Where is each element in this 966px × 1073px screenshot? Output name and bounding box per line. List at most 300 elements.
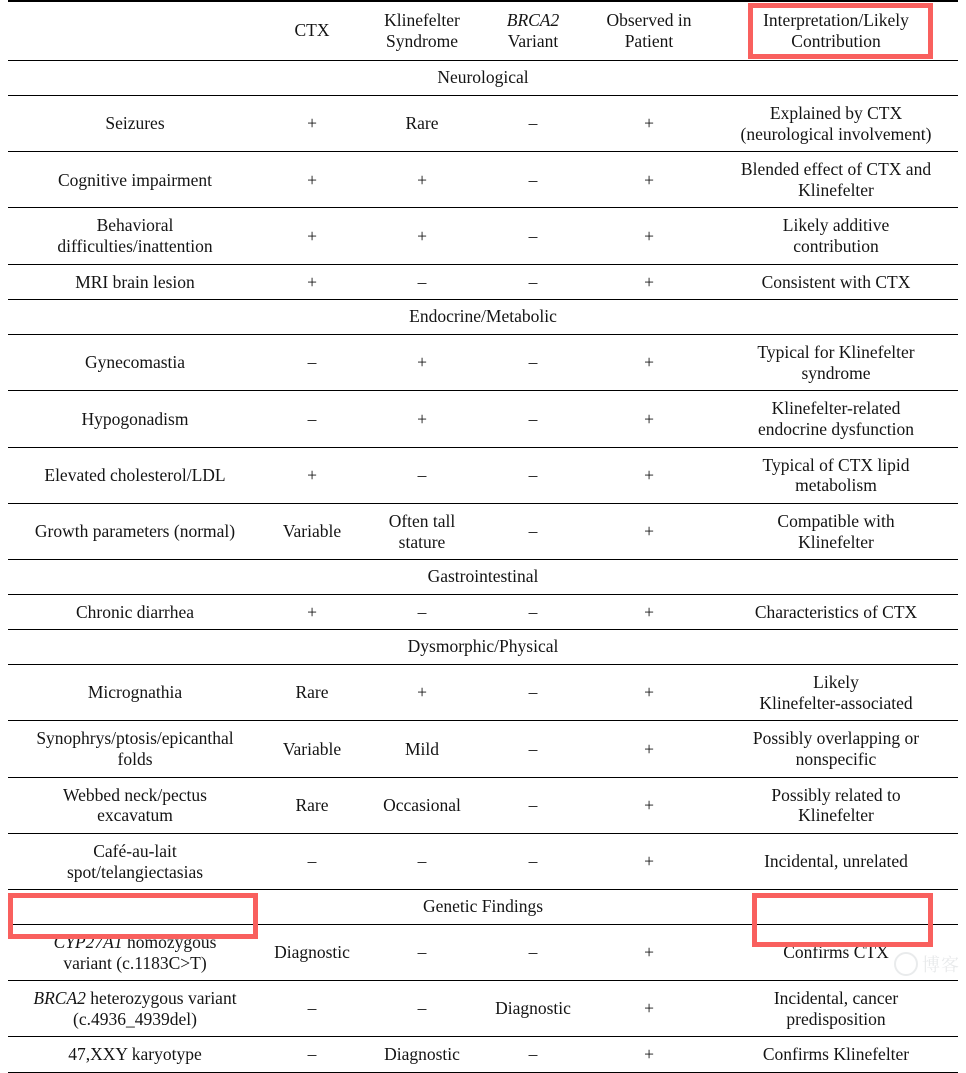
cell-interpretation-line-1: Incidental, cancer (718, 988, 954, 1009)
section-header-row (8, 300, 958, 334)
cell-interpretation-text (714, 665, 958, 720)
cell-klinefelter-line-1: + (366, 226, 478, 247)
cell-interpretation-line-2: Klinefelter (718, 532, 954, 553)
header-observed-in-patient-text (584, 2, 714, 60)
cell-interpretation-line-1: Confirms Klinefelter (718, 1044, 954, 1065)
cell-brca2-text (482, 732, 584, 767)
cell-klinefelter-text (362, 219, 482, 254)
cell-brca2 (482, 96, 584, 152)
cell-brca2-line-1: – (486, 739, 580, 760)
cell-interpretation (714, 208, 958, 264)
cell-ctx-text (262, 106, 362, 141)
header-klinefelter-syndrome-line-2: Syndrome (366, 31, 478, 52)
cell-observed-text (584, 595, 714, 630)
header-feature-text (8, 23, 262, 40)
cell-observed-line-1: + (588, 521, 710, 542)
cell-interpretation-line-1: Explained by CTX (718, 103, 954, 124)
cell-ctx-line-1: + (266, 226, 358, 247)
cell-brca2-line-1: Diagnostic (486, 998, 580, 1019)
cell-observed-text (584, 219, 714, 254)
cell-feature-line-1: MRI brain lesion (12, 272, 258, 293)
section-title-cell (8, 890, 958, 924)
cell-interpretation (714, 1037, 958, 1072)
cell-brca2-line-1: – (486, 795, 580, 816)
table-row (8, 391, 958, 447)
table-row (8, 208, 958, 264)
section-title: Genetic Findings (8, 890, 958, 924)
cell-feature-text (8, 402, 262, 437)
cell-interpretation-text (714, 981, 958, 1036)
cell-feature-line-1: Cognitive impairment (12, 170, 258, 191)
cell-klinefelter-text (362, 732, 482, 767)
cell-observed (584, 721, 714, 777)
cell-ctx-line-1: Variable (266, 739, 358, 760)
cell-feature-line-1: Chronic diarrhea (12, 602, 258, 623)
cell-observed-line-1: + (588, 465, 710, 486)
section-title: Neurological (8, 61, 958, 95)
section-title: Dysmorphic/Physical (8, 630, 958, 664)
cell-brca2 (482, 665, 584, 721)
table-row (8, 778, 958, 834)
cell-klinefelter (362, 208, 482, 264)
cell-feature-line-2: folds (12, 749, 258, 770)
cell-feature-line-1: Café-au-lait (12, 841, 258, 862)
cell-brca2-text (482, 219, 584, 254)
cell-feature-line-2: difficulties/inattention (12, 236, 258, 257)
cell-ctx-text (262, 265, 362, 300)
cell-observed-line-1: + (588, 272, 710, 293)
table-row (8, 834, 958, 890)
cell-ctx-line-1: – (266, 352, 358, 373)
cell-observed-text (584, 844, 714, 879)
cell-interpretation-text (714, 208, 958, 263)
cell-observed-text (584, 514, 714, 549)
cell-ctx-text (262, 991, 362, 1026)
cell-klinefelter-line-1: – (366, 602, 478, 623)
table-row (8, 1037, 958, 1072)
cell-klinefelter (362, 981, 482, 1037)
cell-feature (8, 208, 262, 264)
section-title-cell (8, 630, 958, 664)
cell-brca2 (482, 721, 584, 777)
cell-interpretation-text (714, 265, 958, 300)
cell-brca2-text (482, 1037, 584, 1072)
cell-brca2-text (482, 844, 584, 879)
cell-brca2-text (482, 595, 584, 630)
cell-ctx (262, 1037, 362, 1072)
cell-feature-text (8, 163, 262, 198)
cell-feature-line-1: Elevated cholesterol/LDL (12, 465, 258, 486)
cell-klinefelter-line-1: – (366, 942, 478, 963)
cell-brca2 (482, 925, 584, 981)
cell-interpretation-text (714, 1037, 958, 1072)
cell-feature-text (8, 208, 262, 263)
header-interpretation-likely-contribution (714, 2, 958, 61)
cell-klinefelter-text (362, 458, 482, 493)
cell-feature-text (8, 514, 262, 549)
section-title: Endocrine/Metabolic (8, 300, 958, 334)
cell-ctx-line-1: Rare (266, 682, 358, 703)
cell-klinefelter-text (362, 1037, 482, 1072)
cell-interpretation-line-2: Klinefelter (718, 805, 954, 826)
cell-observed-line-1: + (588, 851, 710, 872)
cell-observed-line-1: + (588, 113, 710, 134)
cell-feature (8, 1037, 262, 1072)
cell-feature-line-1: Hypogonadism (12, 409, 258, 430)
section-header-row (8, 560, 958, 594)
cell-observed (584, 504, 714, 560)
cell-interpretation-line-2: metabolism (718, 475, 954, 496)
cell-brca2-line-1: – (486, 113, 580, 134)
cell-observed-line-1: + (588, 602, 710, 623)
cell-ctx-text (262, 935, 362, 970)
table-row (8, 721, 958, 777)
table-row (8, 335, 958, 391)
cell-feature (8, 335, 262, 391)
cell-klinefelter-text (362, 595, 482, 630)
gene-symbol: BRCA2 (33, 988, 86, 1008)
cell-klinefelter-line-1: – (366, 998, 478, 1019)
cell-observed (584, 265, 714, 300)
cell-ctx-line-1: + (266, 465, 358, 486)
header-klinefelter-syndrome-line-1: Klinefelter (366, 10, 478, 31)
cell-ctx (262, 595, 362, 630)
cell-klinefelter-text (362, 504, 482, 559)
table-row (8, 595, 958, 630)
table-row (8, 981, 958, 1037)
cell-interpretation-line-1: Confirms CTX (718, 942, 954, 963)
cell-observed (584, 778, 714, 834)
cell-feature-text (8, 925, 262, 980)
cell-klinefelter-line-1: Occasional (366, 795, 478, 816)
cell-observed-line-1: + (588, 795, 710, 816)
cell-interpretation (714, 665, 958, 721)
cell-klinefelter-text (362, 788, 482, 823)
cell-brca2 (482, 504, 584, 560)
cell-observed-text (584, 788, 714, 823)
cell-observed-text (584, 1037, 714, 1072)
header-ctx (262, 2, 362, 61)
cell-observed (584, 981, 714, 1037)
cell-interpretation-line-2: predisposition (718, 1009, 954, 1030)
cell-klinefelter (362, 448, 482, 504)
cell-brca2-line-1: – (486, 521, 580, 542)
cell-feature-line-2: spot/telangiectasias (12, 862, 258, 883)
cell-klinefelter-line-1: + (366, 409, 478, 430)
cell-feature-line-1: 47,XXY karyotype (12, 1044, 258, 1065)
cell-ctx (262, 335, 362, 391)
cell-brca2 (482, 981, 584, 1037)
cell-ctx-line-1: – (266, 998, 358, 1019)
cell-interpretation-text (714, 96, 958, 151)
cell-feature (8, 96, 262, 152)
section-title-cell (8, 61, 958, 95)
cell-interpretation-line-2: nonspecific (718, 749, 954, 770)
cell-interpretation (714, 778, 958, 834)
cell-ctx-line-1: + (266, 170, 358, 191)
cell-ctx-text (262, 163, 362, 198)
cell-feature (8, 925, 262, 981)
cell-klinefelter (362, 335, 482, 391)
cell-feature-text (8, 265, 262, 300)
cell-klinefelter-line-1: + (366, 682, 478, 703)
cell-interpretation-line-2: (neurological involvement) (718, 124, 954, 145)
cell-interpretation (714, 925, 958, 981)
cell-observed-line-1: + (588, 739, 710, 760)
cell-observed-text (584, 402, 714, 437)
cell-feature (8, 265, 262, 300)
cell-observed-line-1: + (588, 942, 710, 963)
cell-brca2-line-1: – (486, 602, 580, 623)
comparison-table-container (8, 0, 958, 1073)
header-brca2-variant-line-2: Variant (486, 31, 580, 52)
cell-ctx (262, 208, 362, 264)
cell-ctx-text (262, 788, 362, 823)
cell-feature-line-1: Gynecomastia (12, 352, 258, 373)
cell-interpretation-line-1: Incidental, unrelated (718, 851, 954, 872)
cell-klinefelter-line-1: – (366, 851, 478, 872)
cell-observed-text (584, 675, 714, 710)
cell-interpretation-text (714, 721, 958, 776)
cell-feature (8, 665, 262, 721)
cell-brca2-text (482, 458, 584, 493)
header-klinefelter-syndrome-text (362, 2, 482, 60)
cell-klinefelter-line-1: Rare (366, 113, 478, 134)
cell-feature (8, 504, 262, 560)
cell-brca2-line-1: – (486, 1044, 580, 1065)
cell-brca2-text (482, 106, 584, 141)
cell-interpretation (714, 265, 958, 300)
cell-observed-line-1: + (588, 170, 710, 191)
cell-klinefelter (362, 504, 482, 560)
cell-observed-line-1: + (588, 409, 710, 430)
header-interpretation-likely-contribution-text (714, 2, 958, 60)
header-ctx-line-1: CTX (266, 20, 358, 41)
cell-observed (584, 925, 714, 981)
header-klinefelter-syndrome (362, 2, 482, 61)
cell-brca2-line-1: – (486, 352, 580, 373)
cell-brca2-text (482, 675, 584, 710)
cell-brca2 (482, 208, 584, 264)
cell-klinefelter-line-1: – (366, 465, 478, 486)
table-row (8, 665, 958, 721)
cell-feature-line-1: BRCA2 heterozygous variant (12, 988, 258, 1009)
cell-brca2 (482, 152, 584, 208)
cell-feature-text (8, 981, 262, 1036)
cell-ctx (262, 834, 362, 890)
cell-ctx (262, 504, 362, 560)
cell-observed-line-1: + (588, 682, 710, 703)
section-title-cell (8, 300, 958, 334)
cell-klinefelter-line-1: Mild (366, 739, 478, 760)
cell-observed (584, 1037, 714, 1072)
section-header-row (8, 630, 958, 664)
header-interpretation-likely-contribution-line-2: Contribution (718, 31, 954, 52)
cell-interpretation (714, 595, 958, 630)
cell-interpretation (714, 96, 958, 152)
cell-ctx-line-1: Diagnostic (266, 942, 358, 963)
cell-observed-text (584, 265, 714, 300)
cell-brca2-line-1: – (486, 170, 580, 191)
cell-ctx (262, 448, 362, 504)
cell-interpretation (714, 721, 958, 777)
cell-interpretation (714, 504, 958, 560)
cell-brca2-text (482, 265, 584, 300)
cell-klinefelter-text (362, 106, 482, 141)
cell-ctx-line-1: + (266, 602, 358, 623)
cell-brca2 (482, 335, 584, 391)
cell-ctx-line-1: – (266, 1044, 358, 1065)
cell-feature-line-2: variant (c.1183C>T) (12, 953, 258, 974)
cell-interpretation (714, 448, 958, 504)
cell-brca2-text (482, 345, 584, 380)
cell-interpretation (714, 335, 958, 391)
cell-feature (8, 834, 262, 890)
cell-klinefelter (362, 96, 482, 152)
cell-brca2-text (482, 402, 584, 437)
cell-klinefelter-text (362, 991, 482, 1026)
cell-interpretation-line-1: Likely (718, 672, 954, 693)
cell-klinefelter-line-1: + (366, 352, 478, 373)
cell-ctx (262, 265, 362, 300)
cell-feature-line-2: (c.4936_4939del) (12, 1009, 258, 1030)
cell-ctx-text (262, 675, 362, 710)
cell-observed-line-1: + (588, 1044, 710, 1065)
cell-feature-text (8, 106, 262, 141)
cell-observed (584, 96, 714, 152)
cell-feature (8, 981, 262, 1037)
cell-ctx-line-1: Rare (266, 795, 358, 816)
cell-brca2-text (482, 991, 584, 1026)
header-observed-in-patient-line-1: Observed in (588, 10, 710, 31)
cell-observed (584, 448, 714, 504)
cell-klinefelter (362, 391, 482, 447)
cell-feature (8, 152, 262, 208)
cell-interpretation-text (714, 778, 958, 833)
cell-ctx (262, 925, 362, 981)
table-row (8, 265, 958, 300)
cell-klinefelter-text (362, 345, 482, 380)
cell-ctx (262, 152, 362, 208)
section-title-cell (8, 560, 958, 594)
cell-feature-line-1: Webbed neck/pectus (12, 785, 258, 806)
cell-interpretation-line-1: Likely additive (718, 215, 954, 236)
cell-observed-text (584, 345, 714, 380)
cell-feature-line-2: excavatum (12, 805, 258, 826)
cell-brca2 (482, 1037, 584, 1072)
cell-brca2-line-1: – (486, 409, 580, 430)
cell-observed (584, 208, 714, 264)
cell-klinefelter-text (362, 265, 482, 300)
cell-observed-line-1: + (588, 352, 710, 373)
cell-observed (584, 152, 714, 208)
cell-interpretation-text (714, 504, 958, 559)
cell-interpretation-text (714, 448, 958, 503)
cell-klinefelter-line-1: – (366, 272, 478, 293)
cell-feature-text (8, 345, 262, 380)
cell-ctx-line-1: + (266, 272, 358, 293)
cell-klinefelter-text (362, 844, 482, 879)
cell-feature-line-1: Micrognathia (12, 682, 258, 703)
cell-observed-line-1: + (588, 998, 710, 1019)
cell-klinefelter-line-1: Diagnostic (366, 1044, 478, 1065)
cell-feature-text (8, 778, 262, 833)
cell-brca2-text (482, 935, 584, 970)
cell-klinefelter (362, 152, 482, 208)
watermark-text: 博客 (922, 951, 960, 977)
cell-observed-text (584, 458, 714, 493)
cell-interpretation-line-2: syndrome (718, 363, 954, 384)
header-feature (8, 2, 262, 61)
cell-ctx (262, 778, 362, 834)
cell-feature-text (8, 458, 262, 493)
cell-ctx-line-1: + (266, 113, 358, 134)
cell-interpretation-text (714, 844, 958, 879)
table-row (8, 448, 958, 504)
cell-ctx (262, 96, 362, 152)
clinical-feature-comparison-table (8, 0, 958, 1073)
cell-brca2-text (482, 788, 584, 823)
cell-observed-text (584, 106, 714, 141)
cell-klinefelter-line-2: stature (366, 532, 478, 553)
cell-interpretation-line-1: Consistent with CTX (718, 272, 954, 293)
cell-brca2-line-1: – (486, 682, 580, 703)
table-row (8, 96, 958, 152)
cell-klinefelter (362, 1037, 482, 1072)
cell-brca2-text (482, 163, 584, 198)
cell-feature-text (8, 721, 262, 776)
cell-klinefelter-line-1: + (366, 170, 478, 191)
cell-interpretation-line-2: endocrine dysfunction (718, 419, 954, 440)
cell-brca2 (482, 391, 584, 447)
cell-brca2 (482, 595, 584, 630)
cell-feature-line-1: CYP27A1 homozygous (12, 932, 258, 953)
section-header-row (8, 890, 958, 924)
cell-interpretation-line-2: Klinefelter (718, 180, 954, 201)
cell-feature-line-1: Behavioral (12, 215, 258, 236)
cell-observed (584, 595, 714, 630)
cell-feature-text (8, 595, 262, 630)
gene-symbol: BRCA2 (507, 10, 560, 30)
cell-feature (8, 721, 262, 777)
cell-klinefelter-text (362, 402, 482, 437)
cell-interpretation-text (714, 152, 958, 207)
cell-ctx-text (262, 345, 362, 380)
cell-observed (584, 834, 714, 890)
cell-klinefelter (362, 834, 482, 890)
cell-brca2-line-1: – (486, 942, 580, 963)
cell-observed (584, 335, 714, 391)
header-brca2-variant (482, 2, 584, 61)
cell-interpretation-line-1: Klinefelter-related (718, 398, 954, 419)
cell-klinefelter-text (362, 675, 482, 710)
cell-ctx-text (262, 732, 362, 767)
cell-ctx (262, 391, 362, 447)
cell-brca2-line-1: – (486, 851, 580, 872)
cell-interpretation-line-1: Possibly overlapping or (718, 728, 954, 749)
header-observed-in-patient-line-2: Patient (588, 31, 710, 52)
cell-interpretation-text (714, 595, 958, 630)
section-header-row (8, 61, 958, 95)
table-row (8, 152, 958, 208)
cell-ctx-line-1: – (266, 851, 358, 872)
cell-ctx-text (262, 402, 362, 437)
header-brca2-variant-line-1 (486, 10, 580, 31)
cell-feature-line-1: Growth parameters (normal) (12, 521, 258, 542)
cell-interpretation (714, 834, 958, 890)
cell-klinefelter-line-1: Often tall (366, 511, 478, 532)
cell-feature (8, 391, 262, 447)
